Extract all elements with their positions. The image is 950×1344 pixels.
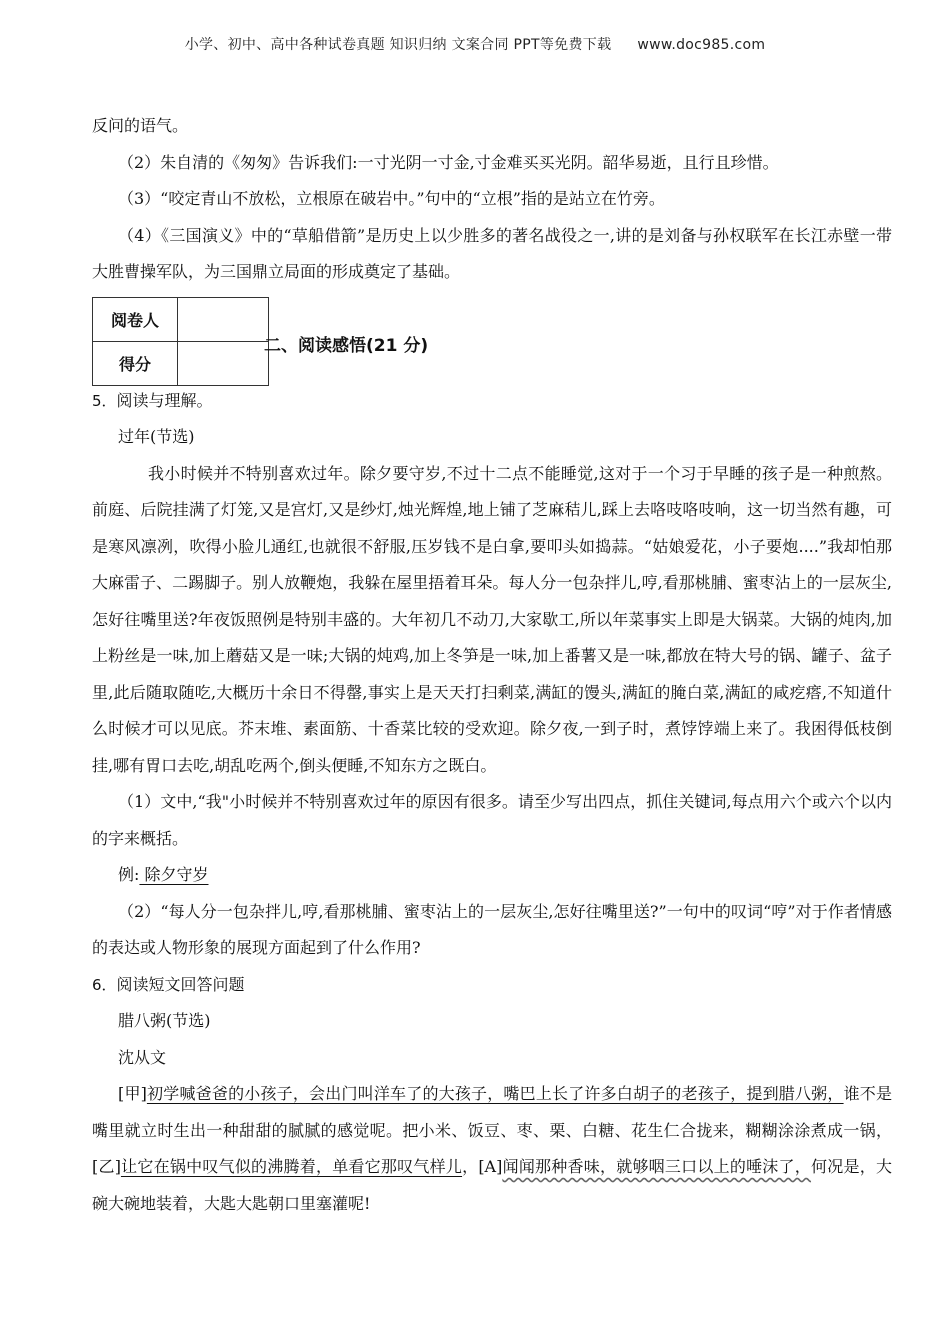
passage-6-segment-3: 何况是，大碗大碗地装着，大匙大匙朝口里塞灌呢! — [92, 1157, 892, 1213]
grader-section — [92, 297, 892, 383]
jia-sentence: 初学喊爸爸的小孩子，会出门叫洋车了的大孩子，嘴巴上长了许多白胡子的老孩子，提到腊八粥， — [146, 1084, 844, 1103]
question-5-heading — [92, 383, 892, 420]
passage-5-body: 我小时候并不特别喜欢过年。除夕要守岁,不过十二点不能睡觉,这对于一个习于早睡的孩子是一种煎熬。前庭、后院挂满了灯笼,又是宫灯,又是纱灯,烛光辉煌,地上铺了芝麻秸儿,踩上去咯吱咯吱响，这一切当然有趣，可是寒风凛冽，吹得小脸儿通红,也就很不舒服,压岁钱不是白拿,要叩头如捣蒜。“姑娘爱花，小子要炮....”我却怕那大麻雷子、二踢脚子。别人放鞭炮，我躲在屋里捂着耳朵。每人分一包杂拌儿,哼,看那桃脯、蜜枣沾上的一层灰尘,怎好往嘴里送?年夜饭照例是特别丰盛的。大年初几不动刀,大家歇工,所以年菜事实上即是大锅菜。大锅的炖肉,加上粉丝是一味,加上蘑菇又是一味;大锅的炖鸡,加上冬笋是一味,加上番薯又是一味,都放在特大号的锅、罐子、盆子里,此后随取随吃,大概历十余日不得罄,事实上是天天打扫剩菜,满缸的馒头,满缸的腌白菜,满缸的咸疙瘩,不知道什么时候才可以见底。芥末堆、素面筋、十香菜比较的受欢迎。除夕夜,一到子时，煮饽饽端上来了。我困得低枝倒挂,哪有胃口去吃,胡乱吃两个,倒头便睡,不知东方之既白。 — [92, 463, 892, 775]
question-5-title: 阅读与理解。 — [116, 390, 213, 410]
passage-6-body — [92, 1076, 892, 1222]
section-title: 二、阅读感悟(21 分) — [264, 335, 429, 356]
page-content — [92, 108, 892, 1222]
score-label: 得分 — [93, 341, 178, 385]
yi-mark: [乙] — [92, 1157, 121, 1176]
example-line — [92, 857, 892, 894]
page-header — [0, 34, 950, 54]
reviewer-label: 阅卷人 — [93, 297, 178, 341]
a-sentence: 闻闻那种香味，就够咽三口以上的唾沫了， — [502, 1157, 812, 1176]
passage-5-title: 过年(节选) — [118, 427, 195, 446]
yi-sentence: 让它在锅中叹气似的沸腾着，单看它那叹气样儿 — [120, 1157, 463, 1176]
question-6-title: 阅读短文回答问题 — [116, 974, 245, 994]
item-4: （4）《三国演义》中的“草船借箭”是历史上以少胜多的著名战役之一,讲的是刘备与孙权联军在长江赤壁一带大胜曹操军队，为三国鼎立局面的形成奠定了基础。 — [92, 225, 892, 281]
passage-6-title: 腊八粥(节选) — [118, 1011, 211, 1030]
question-6-heading — [92, 967, 892, 1004]
question-5-number: 5． — [92, 391, 117, 410]
top-line-1: 反问的语气。 — [92, 116, 189, 135]
passage-6-segment-2: ， — [462, 1157, 479, 1176]
item-3: （3）“咬定青山不放松，立根原在破岩中。”句中的“立根”指的是站立在竹旁。 — [118, 189, 665, 208]
item-2: （2）朱自清的《匆匆》告诉我们:一寸光阴一寸金,寸金难买买光阴。韶华易逝，且行且珍惜。 — [118, 152, 779, 172]
example-answer: 除夕守岁 — [139, 865, 209, 884]
header-site[interactable]: www.doc985.com — [637, 37, 766, 53]
example-label: 例: — [118, 865, 140, 884]
header-text: 小学、初中、高中各种试卷真题 知识归纳 文案合同 PPT等免费下载 — [184, 37, 612, 53]
score-field[interactable] — [178, 341, 269, 385]
grader-table — [92, 297, 269, 386]
question-5-sub-1: （1）文中,“我"小时候并不特别喜欢过年的原因有很多。请至少写出四点，抓住关键词,每点用六个或六个以内的字来概括。 — [92, 792, 892, 848]
a-mark: [A] — [478, 1157, 503, 1176]
jia-mark: [甲] — [118, 1084, 147, 1103]
question-5-sub-2: （2）“每人分一包杂拌儿,哼,看那桃脯、蜜枣沾上的一层灰尘,怎好往嘴里送?”一句中的叹词“哼”对于作者情感的表达或人物形象的展现方面起到了什么作用? — [92, 901, 892, 957]
question-6-number: 6． — [92, 975, 117, 994]
passage-6-segment-1: 谁不是嘴里就立时生出一种甜甜的腻腻的感觉呢。把小米、饭豆、枣、栗、白糖、花生仁合拢来，糊糊涂涂煮成一锅， — [92, 1084, 892, 1140]
passage-6-author: 沈从文 — [118, 1047, 167, 1067]
reviewer-field[interactable] — [178, 297, 269, 341]
